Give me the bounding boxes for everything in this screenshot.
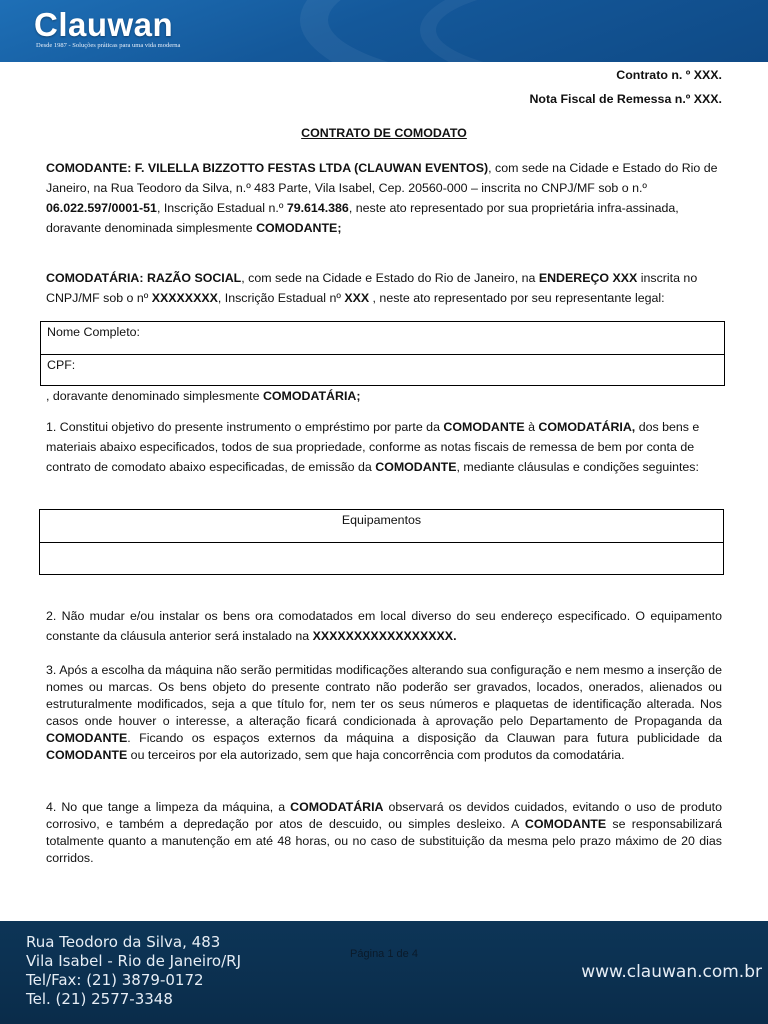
- contract-number: Contrato n. º XXX.: [616, 68, 722, 82]
- page-number: Página 1 de 4: [350, 948, 418, 960]
- address-line: Rua Teodoro da Silva, 483: [26, 933, 221, 951]
- comodante-paragraph: COMODANTE: F. VILELLA BIZZOTTO FESTAS LTDA (CLAUWAN EVENTOS), com sede na Cidade e Estado do Rio de Janeiro, na Rua Teodoro da Silva, n.º 483 Parte, Vila Isabel, Cep. 20560-000 – inscrita no CNPJ/MF sob o n.º 06.022.597/0001-51, Inscrição Estadual n.º 79.614.386, neste ato representado por sua proprietária infra-assinada, doravante denominada simplesmente COMODANTE;: [46, 161, 718, 235]
- footer-banner: [0, 921, 768, 1024]
- invoice-number: Nota Fiscal de Remessa n.º XXX.: [529, 92, 722, 106]
- clause-2: 2. Não mudar e/ou instalar os bens ora comodatados em local diverso do seu endereço especificado. O equipamento constante da cláusula anterior será instalado na XXXXXXXXXXXXXXXXX.: [46, 609, 722, 643]
- footer-address: [26, 933, 241, 1009]
- logo-tagline: Desde 1987 - Soluções práticas para uma vida moderna: [36, 42, 181, 49]
- clause-3: 3. Após a escolha da máquina não serão permitidas modificações alterando sua configuração e nem mesmo a inserção de nomes ou marcas. Os bens objeto do presente contrato não poderão ser gravados, locados, onerados, alienados ou estruturalmente modificados, seja a que título for, nem ter os seus números e plaquetas de identificação alterada. Nos casos onde houver o interesse, a alteração ficará condicionada à aprovação pelo Departamento de Propaganda da COMODANTE. Ficando os espaços externos da máquina a disposição da Clauwan para futura publicidade da COMODANTE ou terceiros por ela autorizado, sem que haja concorrência com produtos da comodatária.: [46, 663, 722, 762]
- comodataria-paragraph: COMODATÁRIA: RAZÃO SOCIAL, com sede na Cidade e Estado do Rio de Janeiro, na ENDEREÇO XXX inscrita no CNPJ/MF sob o nº XXXXXXXX, Inscrição Estadual nº XXX , neste ato representado por seu representante legal:: [46, 271, 698, 305]
- equipment-header: Equipamentos: [40, 510, 723, 543]
- comodante-label: COMODANTE: F. VILELLA BIZZOTTO FESTAS LTDA (CLAUWAN EVENTOS): [46, 161, 489, 175]
- comodataria-ie: XXX: [344, 291, 370, 305]
- equipment-table: [39, 509, 724, 575]
- phone-line: Tel. (21) 2577-3348: [26, 990, 173, 1008]
- document-title: CONTRATO DE COMODATO: [301, 126, 467, 140]
- cpf-field[interactable]: CPF:: [41, 354, 724, 386]
- banner-swirl: [420, 0, 768, 62]
- comodataria-label: COMODATÁRIA: RAZÃO SOCIAL: [46, 271, 242, 285]
- equipment-empty-row[interactable]: [40, 543, 723, 574]
- full-name-field[interactable]: Nome Completo:: [47, 325, 140, 339]
- comodataria-cnpj: XXXXXXXX: [151, 291, 218, 305]
- letterhead-banner: [0, 0, 768, 62]
- comodataria-address: ENDEREÇO XXX: [538, 271, 638, 285]
- clauwan-logo: Clauwan: [34, 6, 174, 43]
- designation-line: , doravante denominado simplesmente COMODATÁRIA;: [46, 389, 361, 403]
- address-line: Vila Isabel - Rio de Janeiro/RJ: [26, 952, 242, 970]
- comodante-cnpj: 06.022.597/0001-51: [46, 201, 157, 215]
- website-link[interactable]: www.clauwan.com.br: [581, 962, 762, 982]
- clause-4: 4. No que tange a limpeza da máquina, a COMODATÁRIA observará os devidos cuidados, evitando o uso de produto corrosivo, e também a depredação por atos de descuido, ou simples desleixo. A COMODANTE se responsabilizará totalmente quanto a manutenção em até 48 horas, ou no caso de substituição da mesma pelo prazo máximo de 20 dias corridos.: [46, 800, 723, 865]
- phone-line: Tel/Fax: (21) 3879-0172: [26, 971, 204, 989]
- clause-1: 1. Constitui objetivo do presente instrumento o empréstimo por parte da COMODANTE à COMODATÁRIA, dos bens e materiais abaixo especificados, todos de sua propriedade, conforme as notas fiscais de remessa de bem por conta de contrato de comodato abaixo especificadas, de emissão da COMODANTE, mediante cláusulas e condições seguintes:: [46, 420, 700, 474]
- comodante-ie: 79.614.386: [286, 201, 349, 215]
- representative-table: [40, 321, 725, 386]
